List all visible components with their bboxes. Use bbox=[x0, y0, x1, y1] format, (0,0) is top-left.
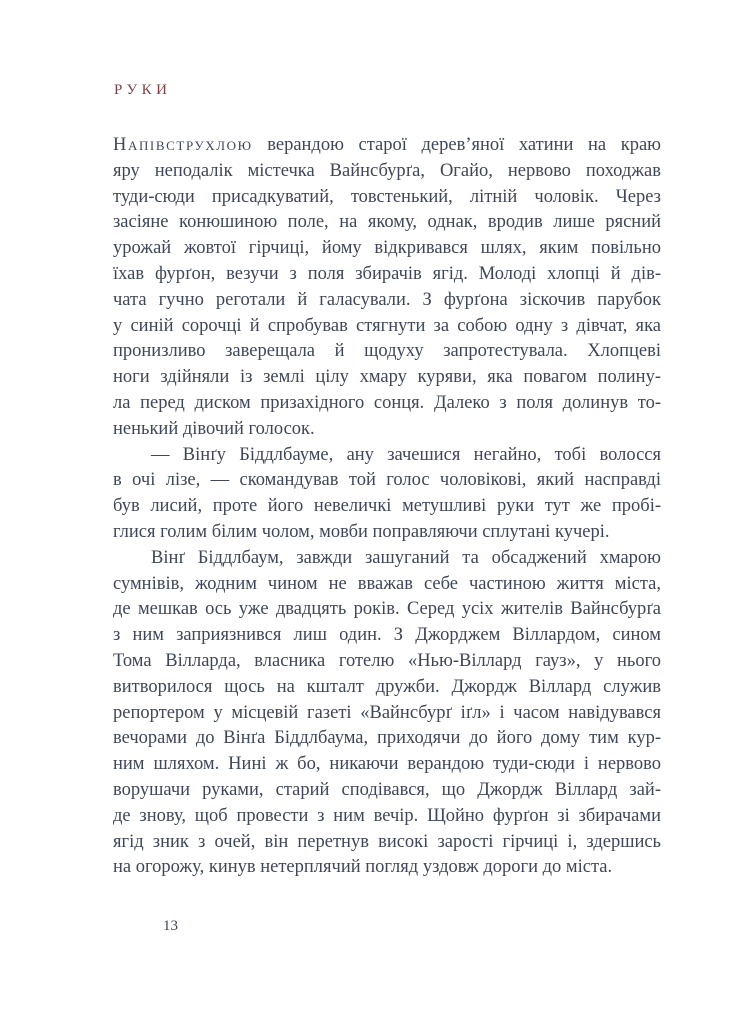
text-line: Напівструхлою верандою старої дерев’яної хатини на краю bbox=[113, 135, 661, 155]
text-line: на огорожу, кинув нетерплячий погляд уздовж дороги до міста. bbox=[113, 857, 613, 878]
text-block bbox=[113, 133, 661, 881]
paragraph bbox=[113, 546, 661, 881]
text-line: ним шляхом. Нині ж бо, никаючи верандою туди-сюди і нервово bbox=[113, 754, 661, 775]
text-line: ворушачи руками, старий сподівався, що Джордж Віллард зай- bbox=[113, 779, 661, 800]
text-line: ла перед диском призахідного сонця. Далеко з поля долинув то- bbox=[113, 392, 661, 413]
text-line: в очі лізе, — скомандував той голос чоловікові, який насправді bbox=[113, 470, 661, 491]
text-line: чата гучно реготали й галасували. З фурґона зіскочив парубок bbox=[113, 289, 661, 310]
text-line: Вінґ Біддлбаум, завжди зашуганий та обсаджений хмарою bbox=[151, 547, 661, 568]
paragraph bbox=[113, 133, 661, 443]
text-line: глися голим білим чолом, мовби поправляючи сплутані кучері. bbox=[113, 521, 610, 542]
chapter-running-head: РУКИ bbox=[114, 82, 172, 98]
paragraph bbox=[113, 443, 661, 546]
text-line: їхав фурґон, везучи з поля збирачів ягід. Молоді хлопці й дів- bbox=[113, 263, 661, 284]
text-line: Тома Вілларда, власника готелю «Нью-Віллард гауз», у нього bbox=[113, 650, 661, 671]
text-line: де знову, щоб провести з ним вечір. Щойно фурґон зі збирачами bbox=[113, 805, 661, 826]
page-number: 13 bbox=[163, 918, 178, 934]
text-line: ноги здійняли із землі цілу хмару куряви, яка повагом полину- bbox=[113, 367, 661, 388]
text-line: урожай жовтої гірчиці, йому відкривався шлях, яким повільно bbox=[113, 238, 661, 259]
lead-word-smallcaps: Напівструхлою bbox=[113, 135, 253, 155]
text-line: ягід зник з очей, він перетнув високі зарості гірчиці і, здершись bbox=[113, 831, 661, 852]
text-line: яру неподалік містечка Вайнсбурґа, Огайо, нервово походжав bbox=[113, 160, 661, 181]
text-line: у синій сорочці й спробував стягнути за собою одну з дівчат, яка bbox=[113, 315, 661, 336]
text-line: з ним заприязнився лиш один. З Джорджем Віллардом, сином bbox=[113, 625, 661, 646]
text-line: туди-сюди присадкуватий, товстенький, літній чоловік. Через bbox=[113, 186, 661, 207]
text-line: засіяне конюшиною поле, на якому, однак, вродив лише рясний bbox=[113, 212, 661, 233]
text-line: — Вінґу Біддлбауме, ану зачешися негайно, тобі волосся bbox=[151, 444, 661, 465]
text-line: витворилося щось на кшталт дружби. Джордж Віллард служив bbox=[113, 676, 661, 697]
text-line: був лисий, проте його невеличкі метушливі руки тут же пробі- bbox=[113, 496, 661, 517]
text-line: ненький дівочий голосок. bbox=[113, 418, 315, 439]
text-line: де мешкав ось уже двадцять років. Серед усіх жителів Вайнсбурґа bbox=[113, 599, 661, 620]
text-line: сумнівів, жодним чином не вважав себе частиною життя міста, bbox=[113, 573, 661, 594]
text-line: вечорами до Вінґа Біддлбаума, приходячи до його дому тим кур- bbox=[113, 728, 661, 749]
text-line: пронизливо заверещала й щодуху запротестувала. Хлопцеві bbox=[113, 341, 661, 362]
text-line: репортером у місцевій газеті «Вайнсбурґ іґл» і часом навідувався bbox=[113, 702, 661, 723]
